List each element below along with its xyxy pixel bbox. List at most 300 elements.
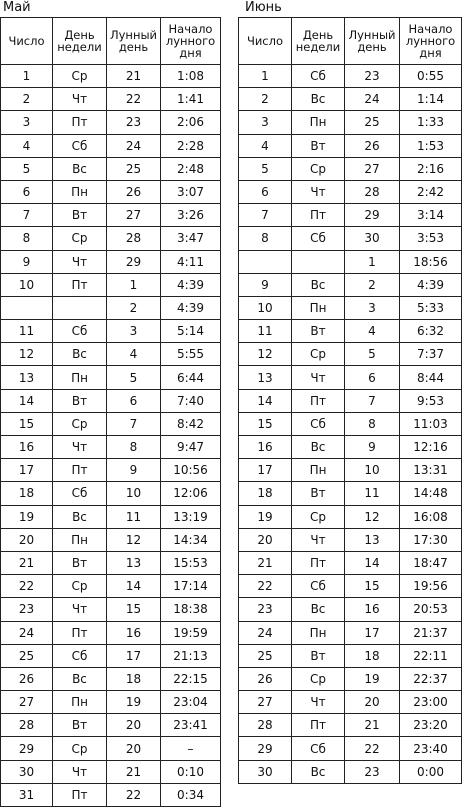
cell-date: 5 xyxy=(1,157,53,180)
cell-weekday: Пн xyxy=(53,528,107,551)
cell-start-time: 5:33 xyxy=(400,296,462,319)
table-row xyxy=(239,691,462,714)
cell-weekday: Чт xyxy=(53,88,107,111)
cell-start-time: 1:33 xyxy=(400,111,462,134)
cell-weekday: Вт xyxy=(292,134,345,157)
table-row xyxy=(1,204,221,227)
header-date: Число xyxy=(1,18,53,65)
cell-weekday: Ср xyxy=(292,667,345,690)
cell-lunar-day: 11 xyxy=(107,505,161,528)
cell-weekday: Чт xyxy=(53,760,107,783)
cell-lunar-day: 23 xyxy=(345,65,400,88)
table-row xyxy=(239,227,462,250)
cell-date: 9 xyxy=(239,273,292,296)
table-row xyxy=(239,459,462,482)
cell-weekday: Пт xyxy=(53,621,107,644)
cell-lunar-day: 7 xyxy=(345,389,400,412)
cell-date: 28 xyxy=(1,714,53,737)
table-body-may xyxy=(1,65,221,807)
cell-weekday: Ср xyxy=(53,575,107,598)
cell-date: 8 xyxy=(1,227,53,250)
cell-date: 4 xyxy=(1,134,53,157)
cell-date: 5 xyxy=(239,157,292,180)
cell-start-time: 22:15 xyxy=(161,667,221,690)
cell-start-time: 0:10 xyxy=(161,760,221,783)
table-row xyxy=(1,180,221,203)
cell-date: 24 xyxy=(239,621,292,644)
cell-start-time: 23:41 xyxy=(161,714,221,737)
cell-date: 1 xyxy=(1,65,53,88)
table-row xyxy=(239,250,462,273)
table-row xyxy=(1,227,221,250)
cell-start-time: 22:37 xyxy=(400,667,462,690)
cell-weekday: Вс xyxy=(292,436,345,459)
cell-start-time: 10:56 xyxy=(161,459,221,482)
cell-date: 31 xyxy=(1,783,53,806)
cell-start-time: 16:08 xyxy=(400,505,462,528)
cell-start-time: 6:32 xyxy=(400,320,462,343)
cell-weekday: Вт xyxy=(53,551,107,574)
cell-start-time: 3:14 xyxy=(400,204,462,227)
lunar-table-may xyxy=(0,17,221,807)
table-row xyxy=(1,575,221,598)
cell-date: 18 xyxy=(1,482,53,505)
cell-lunar-day: 26 xyxy=(107,180,161,203)
table-row xyxy=(1,760,221,783)
cell-lunar-day: 8 xyxy=(107,436,161,459)
cell-start-time: – xyxy=(161,737,221,760)
cell-start-time: 22:11 xyxy=(400,644,462,667)
table-header-row xyxy=(239,18,462,65)
cell-date: 8 xyxy=(239,227,292,250)
cell-start-time: 2:28 xyxy=(161,134,221,157)
cell-start-time: 3:53 xyxy=(400,227,462,250)
cell-weekday: Ср xyxy=(292,157,345,180)
table-row xyxy=(1,436,221,459)
table-row xyxy=(1,621,221,644)
cell-lunar-day: 30 xyxy=(345,227,400,250)
table-row xyxy=(239,366,462,389)
cell-date: 16 xyxy=(1,436,53,459)
table-row xyxy=(239,389,462,412)
cell-lunar-day: 15 xyxy=(345,575,400,598)
cell-weekday: Сб xyxy=(292,65,345,88)
cell-date: 19 xyxy=(1,505,53,528)
table-row xyxy=(1,296,221,319)
table-header-row xyxy=(1,18,221,65)
cell-start-time: 12:06 xyxy=(161,482,221,505)
table-row xyxy=(239,528,462,551)
cell-start-time: 18:38 xyxy=(161,598,221,621)
cell-start-time: 0:34 xyxy=(161,783,221,806)
cell-start-time: 0:55 xyxy=(400,65,462,88)
cell-date: 26 xyxy=(239,667,292,690)
cell-weekday: Вт xyxy=(53,714,107,737)
table-row xyxy=(239,505,462,528)
cell-lunar-day: 20 xyxy=(107,714,161,737)
cell-weekday: Пн xyxy=(292,111,345,134)
table-row xyxy=(239,714,462,737)
cell-weekday: Вс xyxy=(53,505,107,528)
cell-weekday: Вс xyxy=(292,88,345,111)
cell-lunar-day: 8 xyxy=(345,412,400,435)
cell-weekday: Вс xyxy=(292,760,345,783)
cell-date: 14 xyxy=(239,389,292,412)
cell-lunar-day: 4 xyxy=(345,320,400,343)
cell-date: 13 xyxy=(239,366,292,389)
cell-date: 27 xyxy=(239,691,292,714)
cell-date: 10 xyxy=(239,296,292,319)
cell-start-time: 1:14 xyxy=(400,88,462,111)
cell-start-time: 23:04 xyxy=(161,691,221,714)
table-row xyxy=(239,273,462,296)
cell-start-time: 14:48 xyxy=(400,482,462,505)
table-row xyxy=(239,412,462,435)
header-date: Число xyxy=(239,18,292,65)
cell-date: 7 xyxy=(1,204,53,227)
cell-date xyxy=(1,296,53,319)
cell-start-time: 5:14 xyxy=(161,320,221,343)
cell-lunar-day: 6 xyxy=(107,389,161,412)
cell-weekday: Пт xyxy=(292,714,345,737)
cell-date: 30 xyxy=(1,760,53,783)
cell-weekday: Вт xyxy=(292,644,345,667)
cell-lunar-day: 22 xyxy=(345,737,400,760)
table-row xyxy=(1,482,221,505)
cell-lunar-day: 4 xyxy=(107,343,161,366)
cell-date: 10 xyxy=(1,273,53,296)
cell-date: 1 xyxy=(239,65,292,88)
cell-lunar-day: 7 xyxy=(107,412,161,435)
cell-date: 29 xyxy=(1,737,53,760)
cell-lunar-day: 28 xyxy=(107,227,161,250)
cell-lunar-day: 6 xyxy=(345,366,400,389)
cell-start-time: 7:40 xyxy=(161,389,221,412)
cell-start-time: 4:11 xyxy=(161,250,221,273)
cell-lunar-day: 21 xyxy=(107,65,161,88)
cell-lunar-day: 23 xyxy=(345,760,400,783)
cell-date: 23 xyxy=(1,598,53,621)
cell-lunar-day: 9 xyxy=(107,459,161,482)
table-row xyxy=(239,65,462,88)
cell-weekday: Сб xyxy=(292,412,345,435)
table-row xyxy=(1,389,221,412)
cell-weekday: Пн xyxy=(53,180,107,203)
header-lunar-day-start: Начало лунного дня xyxy=(400,18,462,65)
cell-start-time: 1:53 xyxy=(400,134,462,157)
cell-date: 21 xyxy=(239,551,292,574)
cell-lunar-day: 21 xyxy=(345,714,400,737)
header-lunar-day: Лунный день xyxy=(107,18,161,65)
cell-start-time: 21:13 xyxy=(161,644,221,667)
cell-start-time: 2:42 xyxy=(400,180,462,203)
cell-start-time: 18:47 xyxy=(400,551,462,574)
cell-weekday: Пт xyxy=(292,389,345,412)
cell-weekday: Пн xyxy=(292,621,345,644)
cell-weekday: Ср xyxy=(53,737,107,760)
table-row xyxy=(1,644,221,667)
cell-start-time: 13:19 xyxy=(161,505,221,528)
cell-weekday: Чт xyxy=(292,180,345,203)
cell-weekday xyxy=(53,296,107,319)
cell-weekday: Сб xyxy=(292,737,345,760)
table-row xyxy=(1,714,221,737)
cell-date: 2 xyxy=(1,88,53,111)
cell-weekday: Ср xyxy=(53,227,107,250)
cell-weekday: Пт xyxy=(53,459,107,482)
cell-lunar-day: 14 xyxy=(107,575,161,598)
table-row xyxy=(1,320,221,343)
cell-lunar-day: 22 xyxy=(107,88,161,111)
cell-start-time: 9:47 xyxy=(161,436,221,459)
cell-weekday: Пт xyxy=(53,273,107,296)
cell-date: 20 xyxy=(1,528,53,551)
cell-date: 22 xyxy=(1,575,53,598)
cell-date: 23 xyxy=(239,598,292,621)
cell-weekday: Чт xyxy=(292,691,345,714)
cell-date: 20 xyxy=(239,528,292,551)
table-row xyxy=(239,598,462,621)
cell-lunar-day: 14 xyxy=(345,551,400,574)
cell-start-time: 8:44 xyxy=(400,366,462,389)
table-row xyxy=(1,134,221,157)
table-row xyxy=(239,180,462,203)
cell-weekday: Ср xyxy=(53,65,107,88)
cell-lunar-day: 17 xyxy=(107,644,161,667)
cell-date: 11 xyxy=(239,320,292,343)
cell-lunar-day: 2 xyxy=(345,273,400,296)
cell-date: 30 xyxy=(239,760,292,783)
cell-start-time: 11:03 xyxy=(400,412,462,435)
cell-lunar-day: 2 xyxy=(107,296,161,319)
cell-lunar-day: 20 xyxy=(107,737,161,760)
table-row xyxy=(1,157,221,180)
cell-start-time: 15:53 xyxy=(161,551,221,574)
cell-date xyxy=(239,250,292,273)
cell-lunar-day: 29 xyxy=(345,204,400,227)
cell-lunar-day: 5 xyxy=(345,343,400,366)
cell-weekday: Пн xyxy=(292,296,345,319)
cell-lunar-day: 1 xyxy=(107,273,161,296)
header-lunar-day-start: Начало лунного дня xyxy=(161,18,221,65)
cell-start-time: 13:31 xyxy=(400,459,462,482)
cell-date: 6 xyxy=(239,180,292,203)
cell-weekday: Чт xyxy=(292,528,345,551)
cell-start-time: 6:44 xyxy=(161,366,221,389)
cell-weekday: Сб xyxy=(292,575,345,598)
cell-weekday: Вс xyxy=(53,157,107,180)
cell-start-time: 4:39 xyxy=(161,296,221,319)
cell-lunar-day: 16 xyxy=(107,621,161,644)
table-row xyxy=(239,320,462,343)
cell-date: 12 xyxy=(1,343,53,366)
cell-lunar-day: 16 xyxy=(345,598,400,621)
lunar-table-june xyxy=(238,17,462,784)
cell-lunar-day: 17 xyxy=(345,621,400,644)
cell-start-time: 8:42 xyxy=(161,412,221,435)
cell-weekday: Пн xyxy=(53,366,107,389)
cell-start-time: 1:41 xyxy=(161,88,221,111)
cell-start-time: 2:16 xyxy=(400,157,462,180)
cell-date: 15 xyxy=(239,412,292,435)
cell-start-time: 20:53 xyxy=(400,598,462,621)
cell-date: 4 xyxy=(239,134,292,157)
cell-start-time: 5:55 xyxy=(161,343,221,366)
cell-date: 12 xyxy=(239,343,292,366)
cell-weekday: Вс xyxy=(292,273,345,296)
cell-lunar-day: 1 xyxy=(345,250,400,273)
cell-lunar-day: 18 xyxy=(345,644,400,667)
cell-weekday: Пт xyxy=(53,783,107,806)
table-row xyxy=(239,551,462,574)
cell-weekday: Вс xyxy=(53,667,107,690)
cell-date: 17 xyxy=(239,459,292,482)
cell-lunar-day: 13 xyxy=(107,551,161,574)
cell-lunar-day: 15 xyxy=(107,598,161,621)
cell-lunar-day: 19 xyxy=(345,667,400,690)
cell-lunar-day: 28 xyxy=(345,180,400,203)
cell-weekday: Вт xyxy=(53,204,107,227)
cell-date: 17 xyxy=(1,459,53,482)
cell-start-time: 23:40 xyxy=(400,737,462,760)
cell-start-time: 19:56 xyxy=(400,575,462,598)
table-row xyxy=(1,343,221,366)
table-row xyxy=(1,667,221,690)
cell-weekday: Сб xyxy=(53,320,107,343)
cell-date: 27 xyxy=(1,691,53,714)
cell-date: 25 xyxy=(1,644,53,667)
cell-start-time: 14:34 xyxy=(161,528,221,551)
cell-start-time: 12:16 xyxy=(400,436,462,459)
cell-lunar-day: 12 xyxy=(107,528,161,551)
cell-date: 24 xyxy=(1,621,53,644)
cell-lunar-day: 23 xyxy=(107,111,161,134)
table-row xyxy=(1,691,221,714)
cell-lunar-day: 13 xyxy=(345,528,400,551)
cell-lunar-day: 27 xyxy=(345,157,400,180)
table-row xyxy=(1,88,221,111)
cell-start-time: 2:48 xyxy=(161,157,221,180)
cell-weekday: Сб xyxy=(53,644,107,667)
cell-date: 26 xyxy=(1,667,53,690)
cell-weekday: Вт xyxy=(292,320,345,343)
cell-start-time: 19:59 xyxy=(161,621,221,644)
cell-lunar-day: 20 xyxy=(345,691,400,714)
table-row xyxy=(239,760,462,783)
cell-date: 11 xyxy=(1,320,53,343)
cell-weekday: Пт xyxy=(292,551,345,574)
cell-date: 15 xyxy=(1,412,53,435)
table-row xyxy=(239,737,462,760)
table-row xyxy=(239,621,462,644)
cell-lunar-day: 25 xyxy=(345,111,400,134)
cell-start-time: 17:14 xyxy=(161,575,221,598)
table-row xyxy=(1,551,221,574)
table-row xyxy=(1,111,221,134)
cell-start-time: 3:47 xyxy=(161,227,221,250)
cell-lunar-day: 10 xyxy=(107,482,161,505)
table-row xyxy=(239,111,462,134)
cell-start-time: 7:37 xyxy=(400,343,462,366)
cell-weekday: Чт xyxy=(53,436,107,459)
cell-weekday: Сб xyxy=(53,134,107,157)
table-row xyxy=(1,273,221,296)
cell-weekday: Вт xyxy=(53,389,107,412)
cell-weekday: Сб xyxy=(292,227,345,250)
cell-weekday: Пн xyxy=(292,459,345,482)
table-row xyxy=(1,65,221,88)
cell-weekday: Вс xyxy=(53,343,107,366)
cell-lunar-day: 9 xyxy=(345,436,400,459)
cell-date: 14 xyxy=(1,389,53,412)
cell-start-time: 4:39 xyxy=(400,273,462,296)
cell-start-time: 3:26 xyxy=(161,204,221,227)
cell-weekday: Вт xyxy=(292,482,345,505)
cell-date: 3 xyxy=(1,111,53,134)
cell-lunar-day: 27 xyxy=(107,204,161,227)
cell-date: 3 xyxy=(239,111,292,134)
table-row xyxy=(239,644,462,667)
table-row xyxy=(239,296,462,319)
cell-weekday: Ср xyxy=(292,343,345,366)
cell-date: 25 xyxy=(239,644,292,667)
cell-date: 18 xyxy=(239,482,292,505)
cell-lunar-day: 29 xyxy=(107,250,161,273)
cell-date: 29 xyxy=(239,737,292,760)
cell-lunar-day: 24 xyxy=(107,134,161,157)
cell-weekday: Чт xyxy=(53,250,107,273)
cell-start-time: 1:08 xyxy=(161,65,221,88)
cell-date: 19 xyxy=(239,505,292,528)
cell-weekday: Пт xyxy=(53,111,107,134)
cell-start-time: 23:00 xyxy=(400,691,462,714)
cell-lunar-day: 25 xyxy=(107,157,161,180)
table-row xyxy=(1,783,221,806)
cell-lunar-day: 3 xyxy=(345,296,400,319)
table-row xyxy=(1,366,221,389)
table-row xyxy=(239,134,462,157)
cell-start-time: 0:00 xyxy=(400,760,462,783)
table-row xyxy=(239,157,462,180)
cell-start-time: 17:30 xyxy=(400,528,462,551)
header-weekday: День недели xyxy=(53,18,107,65)
cell-start-time: 21:37 xyxy=(400,621,462,644)
cell-lunar-day: 3 xyxy=(107,320,161,343)
table-row xyxy=(1,737,221,760)
cell-lunar-day: 18 xyxy=(107,667,161,690)
month-title-may: Май xyxy=(3,0,31,15)
table-row xyxy=(239,436,462,459)
cell-date: 9 xyxy=(1,250,53,273)
cell-weekday: Ср xyxy=(53,412,107,435)
table-row xyxy=(1,250,221,273)
cell-weekday: Вс xyxy=(292,598,345,621)
cell-weekday: Ср xyxy=(292,505,345,528)
cell-weekday xyxy=(292,250,345,273)
table-body-june xyxy=(239,65,462,784)
table-row xyxy=(1,528,221,551)
cell-date: 28 xyxy=(239,714,292,737)
cell-lunar-day: 19 xyxy=(107,691,161,714)
cell-start-time: 9:53 xyxy=(400,389,462,412)
cell-date: 16 xyxy=(239,436,292,459)
cell-date: 6 xyxy=(1,180,53,203)
table-row xyxy=(1,505,221,528)
table-row xyxy=(1,459,221,482)
header-lunar-day: Лунный день xyxy=(345,18,400,65)
cell-start-time: 3:07 xyxy=(161,180,221,203)
cell-date: 2 xyxy=(239,88,292,111)
